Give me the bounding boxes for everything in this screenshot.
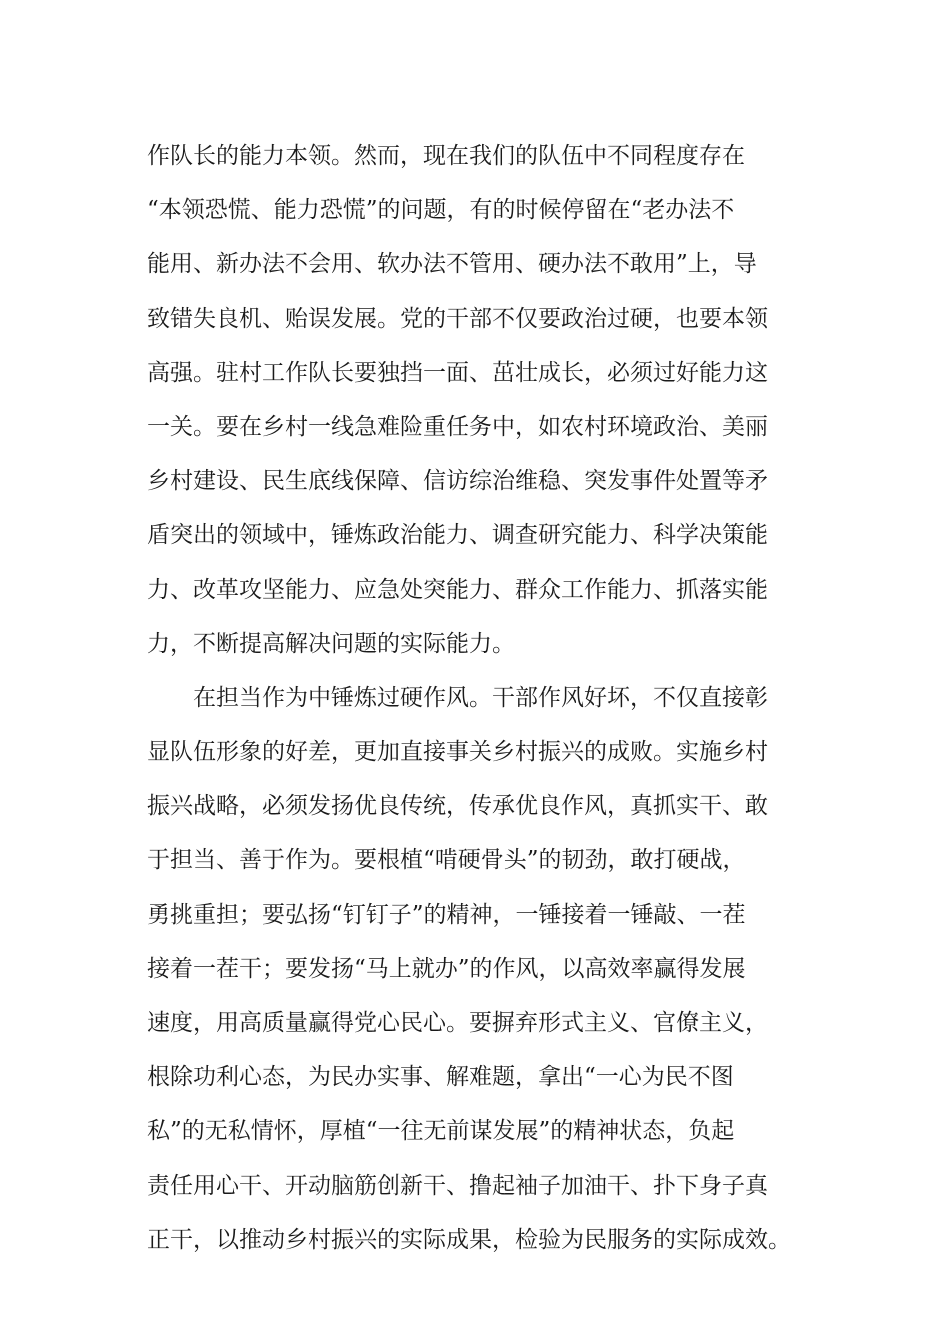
text-line: 勇挑重担；要弘扬“钉钉子”的精神，一锤接着一锤敲、一茬 [147,901,746,928]
text-line: 盾突出的领域中，锤炼政治能力、调查研究能力、科学决策能 [147,522,768,549]
text-line: 致错失良机、贻误发展。党的干部不仅要政治过硬，也要本领 [147,305,768,332]
paragraph-start-line: 在担当作为中锤炼过硬作风。干部作风好坏，不仅直接彰 [193,684,768,711]
text-line: 力，不断提高解决问题的实际能力。 [147,630,515,657]
text-line: “本领恐慌、能力恐慌”的问题，有的时候停留在“老办法不 [147,197,735,224]
text-line: 一关。要在乡村一线急难险重任务中，如农村环境政治、美丽 [147,413,768,440]
body-text [147,129,847,1267]
text-line: 显队伍形象的好差，更加直接事关乡村振兴的成败。实施乡村 [147,739,768,766]
text-line: 速度，用高质量赢得党心民心。要摒弃形式主义、官僚主义， [147,1010,768,1036]
text-line: 根除功利心态，为民办实事、解难题，拿出“一心为民不图 [147,1064,734,1091]
text-line: 乡村建设、民生底线保障、信访综治维稳、突发事件处置等矛 [147,468,768,495]
text-line: 能用、新办法不会用、软办法不管用、硬办法不敢用”上，导 [147,251,757,278]
text-line: 于担当、善于作为。要根植“啃硬骨头”的韧劲，敢打硬战， [147,847,746,874]
text-line: 接着一茬干；要发扬“马上就办”的作风，以高效率赢得发展 [147,955,746,982]
text-line: 力、改革攻坚能力、应急处突能力、群众工作能力、抓落实能 [147,576,768,603]
text-line: 责任用心干、开动脑筋创新干、撸起袖子加油干、扑下身子真 [147,1172,768,1199]
text-line: 高强。驻村工作队长要独挡一面、茁壮成长，必须过好能力这 [147,359,768,386]
text-line: 私”的无私情怀，厚植“一往无前谋发展”的精神状态，负起 [147,1118,735,1145]
text-line: 作队长的能力本领。然而，现在我们的队伍中不同程度存在 [147,143,745,169]
text-line: 振兴战略，必须发扬优良传统，传承优良作风，真抓实干、敢 [147,793,768,820]
text-line: 正干，以推动乡村振兴的实际成果，检验为民服务的实际成效。 [147,1226,791,1253]
